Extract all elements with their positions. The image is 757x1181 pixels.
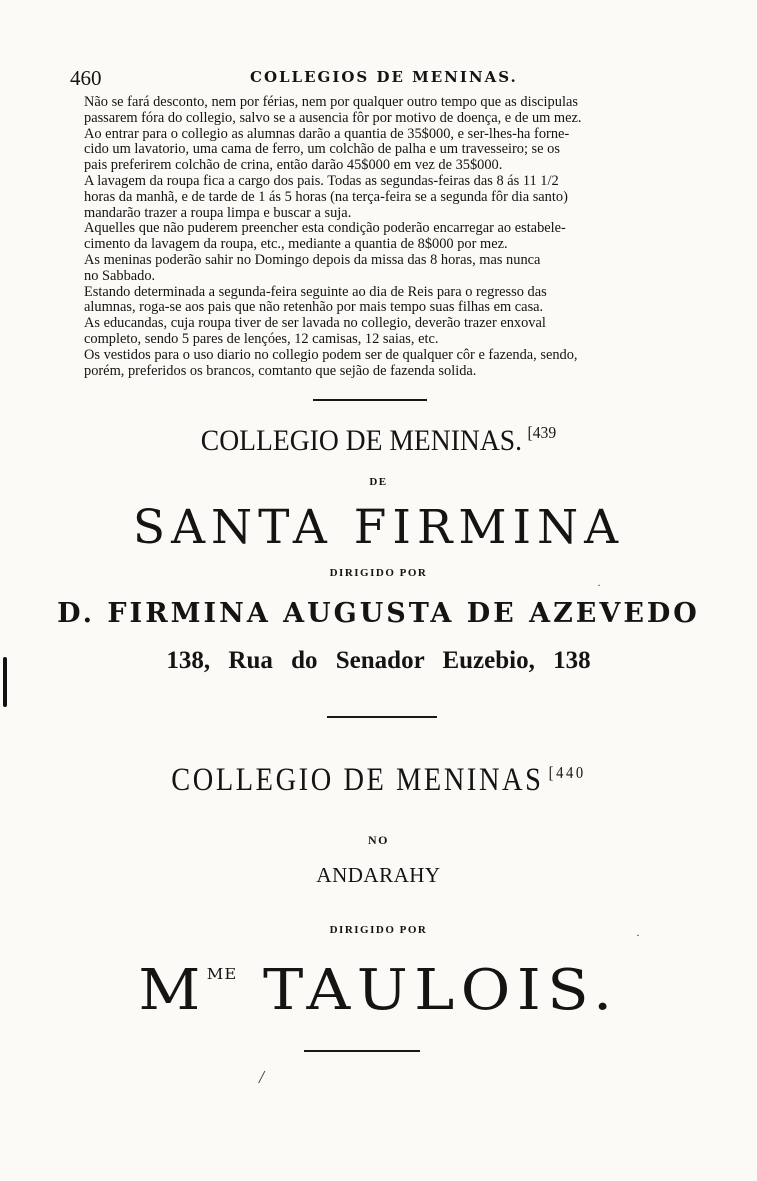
text-line: pais preferirem colchão de crina, então darão 45$000 em vez de 35$000. [84,158,503,174]
paragraph-trousseau [72,316,704,348]
entry-440-number: [440 [548,763,586,782]
text-line: cido um lavatorio, uma cama de ferro, um colchão de palha e um travesseiro; se os [84,142,560,158]
ink-dot-mark: · [636,928,640,942]
paragraph-fees [72,95,704,127]
entry-439-de: DE [369,476,388,488]
section-divider [327,716,437,718]
section-divider [304,1050,420,1052]
text-line: horas da manhã, e de tarde de 1 ás 5 horas (na terça-feira se a segunda fôr dia santo) [84,189,568,205]
text-line: passarem fóra do collegio, salvo se a ausencia fôr por motivo de doença, e de um mez. [84,110,582,126]
text-line: alumnas, roga-se aos pais que não retenhão por mais tempo suas filhas em casa. [84,300,544,316]
entry-440-m: M [138,958,207,1023]
paragraph-clothing [72,348,704,380]
entry-439-school-name: SANTA FIRMINA [132,500,625,555]
entry-440-surname: TAULOIS. [263,958,619,1023]
text-line: no Sabbado. [84,268,156,284]
ink-stroke-mark: / [259,1067,265,1087]
paragraph-laundry [72,174,704,221]
text-line: Ao entrar para o collegio as alumnas darão a quantia de 35$000, e ser-lhes-ha forne- [84,126,570,142]
entry-440-honorific: ME [206,965,238,983]
entry-440-directress [0,958,757,1023]
paragraph-admission [72,127,704,174]
text-line: A lavagem da roupa fica a cargo dos pais. Todas as segundas-feiras das 8 ás 11 1/2 [84,173,559,189]
entry-439-address: 138, Rua do Senador Euzebio, 138 [166,647,591,674]
entry-439-title [30,423,726,458]
page-header [70,66,700,92]
scan-margin-mark [3,657,7,707]
entry-440-title-text: COLLEGIO DE MENINAS [171,762,544,798]
paragraph-outings [72,253,704,285]
running-title: COLLEGIOS DE MENINAS. [250,68,518,86]
text-line: Não se fará desconto, nem por férias, nem por qualquer outro tempo que as discipulas [84,95,578,110]
text-line: As educandas, cuja roupa tiver de ser lavada no collegio, deverão trazer enxoval [84,316,546,332]
entry-440-place: ANDARAHY [316,863,441,887]
page-number: 460 [70,66,102,90]
entry-439-directed-by: DIRIGIDO POR [329,567,428,579]
entry-440-directed-by: DIRIGIDO POR [329,924,428,936]
text-line: cimento da lavagem da roupa, etc., mediante a quantia de 8$000 por mez. [84,237,508,253]
entry-440-title [53,762,704,799]
entry-439-directress: D. FIRMINA AUGUSTA DE AZEVEDO [57,598,700,629]
paragraph-laundry-service [72,221,704,253]
text-line: completo, sendo 5 pares de lençóes, 12 camisas, 12 saias, etc. [84,331,439,347]
entry-440-no: NO [368,833,389,847]
section-divider [313,399,427,401]
text-line: Estando determinada a segunda-feira seguinte ao dia de Reis para o regresso das [84,284,547,300]
text-line: As meninas poderão sahir no Domingo depois da missa das 8 horas, mas nunca [84,252,541,268]
paragraph-return [72,285,704,317]
ink-dot-mark: · [597,578,601,592]
text-line: Aquelles que não puderem preencher esta condição poderão encarregar ao estabele- [84,221,566,237]
text-line: porém, preferidos os brancos, comtanto que sejão de fazenda solida. [84,363,477,379]
regulations-text [72,95,704,379]
entry-439-number: [439 [527,423,557,442]
text-line: Os vestidos para o uso diario no collegio podem ser de qualquer côr e fazenda, sendo, [84,347,578,363]
text-line: mandarão trazer a roupa limpa e buscar a suja. [84,205,352,221]
entry-439-title-text: COLLEGIO DE MENINAS. [200,424,523,457]
